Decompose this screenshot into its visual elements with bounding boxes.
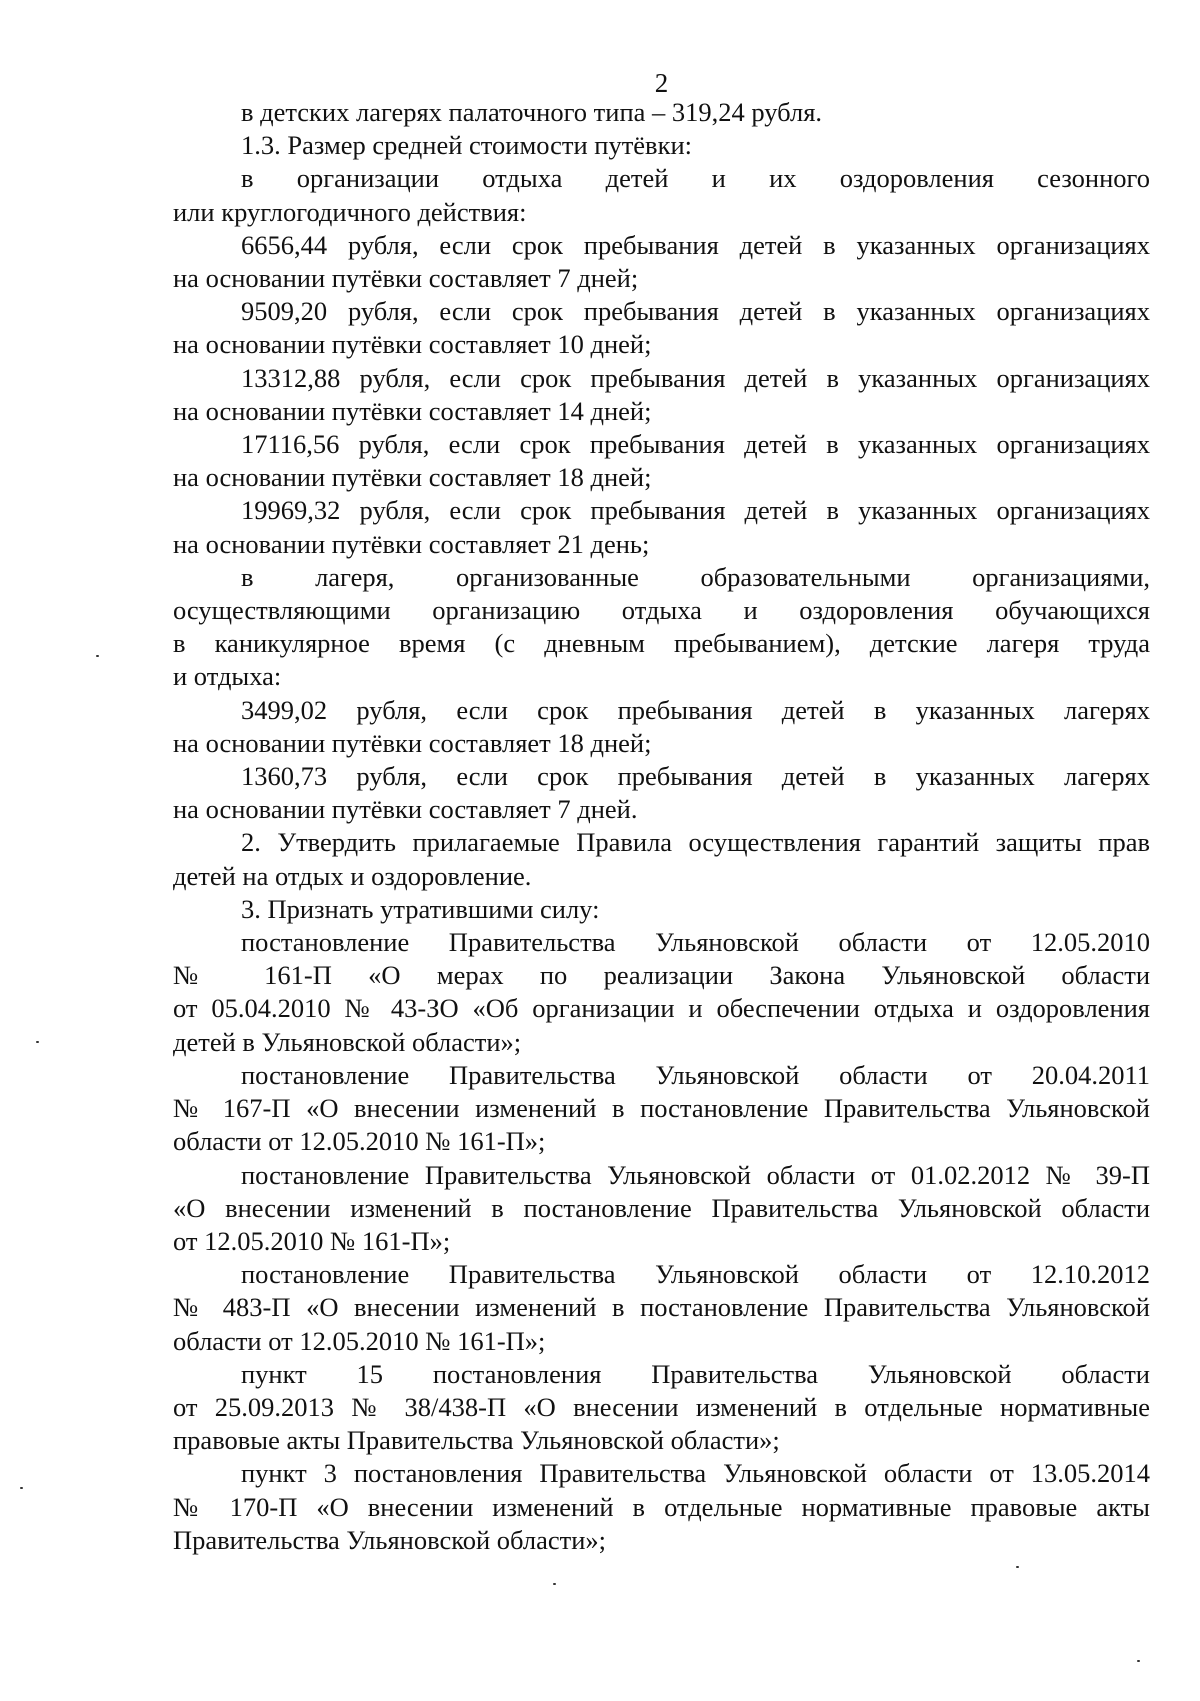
text-line: в детских лагерях палаточного типа – 319,24 рубля.	[241, 97, 823, 127]
text-line: в каникулярное время (с дневным пребыванием), детские лагеря труда	[173, 628, 1150, 659]
text-line: от 25.09.2013 № 38/438-П «О внесении изменений в отдельные нормативные	[173, 1391, 1150, 1422]
text-line: 1360,73 рубля, если срок пребывания детей в указанных лагерях	[241, 761, 1150, 792]
scan-speck	[96, 655, 99, 657]
text-line: правовые акты Правительства Ульяновской области»;	[173, 1425, 780, 1456]
text-line: на основании путёвки составляет 7 дней.	[173, 794, 638, 825]
text-line: № 167-П «О внесении изменений в постановление Правительства Ульяновской	[173, 1093, 1150, 1124]
text-line: № 483-П «О внесении изменений в постановление Правительства Ульяновской	[173, 1292, 1150, 1323]
scan-speck	[20, 1487, 23, 1489]
text-line: на основании путёвки составляет 14 дней;	[173, 395, 652, 426]
text-line: на основании путёвки составляет 7 дней;	[173, 263, 639, 294]
text-line: от 12.05.2010 № 161-П»;	[173, 1225, 451, 1256]
text-line: 3. Признать утратившими силу:	[241, 893, 600, 924]
text-line: на основании путёвки составляет 18 дней;	[173, 727, 652, 758]
text-line: пункт 3 постановления Правительства Ульяновской области от 13.05.2014	[241, 1458, 1150, 1489]
scan-speck	[1016, 1566, 1019, 1568]
text-line: в организации отдыха детей и их оздоровления сезонного	[241, 163, 1150, 194]
scan-speck	[553, 1583, 556, 1585]
page-number: 2	[654, 68, 669, 98]
text-line: 1.3. Размер средней стоимости путёвки:	[241, 130, 692, 161]
text-line: 13312,88 рубля, если срок пребывания детей в указанных организациях	[241, 362, 1150, 393]
text-line: постановление Правительства Ульяновской области от 01.02.2012 № 39-П	[241, 1159, 1150, 1190]
text-line: 3499,02 рубля, если срок пребывания детей в указанных лагерях	[241, 694, 1150, 725]
text-line: 17116,56 рубля, если срок пребывания детей в указанных организациях	[241, 429, 1150, 460]
text-line: осуществляющими организацию отдыха и оздоровления обучающихся	[173, 595, 1150, 626]
text-line: в лагеря, организованные образовательными организациями,	[241, 561, 1150, 592]
text-line: 19969,32 рубля, если срок пребывания детей в указанных организациях	[241, 495, 1150, 526]
text-line: детей в Ульяновской области»;	[173, 1026, 522, 1057]
text-line: 6656,44 рубля, если срок пребывания детей в указанных организациях	[241, 229, 1150, 260]
text-line: от 05.04.2010 № 43-ЗО «Об организации и обеспечении отдыха и оздоровления	[173, 993, 1150, 1024]
text-line: № 161-П «О мерах по реализации Закона Ульяновской области	[173, 960, 1150, 991]
text-line: детей на отдых и оздоровление.	[173, 860, 532, 891]
text-line: и отдыха:	[173, 661, 282, 692]
text-line: постановление Правительства Ульяновской области от 12.05.2010	[241, 927, 1150, 958]
text-line: постановление Правительства Ульяновской области от 12.10.2012	[241, 1259, 1150, 1290]
text-line: постановление Правительства Ульяновской области от 20.04.2011	[241, 1059, 1150, 1090]
text-line: на основании путёвки составляет 10 дней;	[173, 329, 652, 360]
text-line: «О внесении изменений в постановление Правительства Ульяновской области	[173, 1192, 1150, 1223]
scan-speck	[1137, 1660, 1140, 1662]
text-line: или круглогодичного действия:	[173, 196, 527, 227]
text-line: Правительства Ульяновской области»;	[173, 1524, 606, 1555]
text-line: пункт 15 постановления Правительства Ульяновской области	[241, 1358, 1150, 1389]
text-line: области от 12.05.2010 № 161-П»;	[173, 1126, 546, 1157]
document-body	[173, 96, 1150, 1557]
scan-speck	[36, 1041, 39, 1043]
text-line: 2. Утвердить прилагаемые Правила осуществления гарантий защиты прав	[241, 827, 1150, 858]
text-line: на основании путёвки составляет 18 дней;	[173, 462, 652, 493]
text-line: на основании путёвки составляет 21 день;	[173, 528, 650, 559]
text-line: 9509,20 рубля, если срок пребывания детей в указанных организациях	[241, 296, 1150, 327]
text-line: области от 12.05.2010 № 161-П»;	[173, 1325, 546, 1356]
text-line: № 170-П «О внесении изменений в отдельные нормативные правовые акты	[173, 1491, 1150, 1522]
